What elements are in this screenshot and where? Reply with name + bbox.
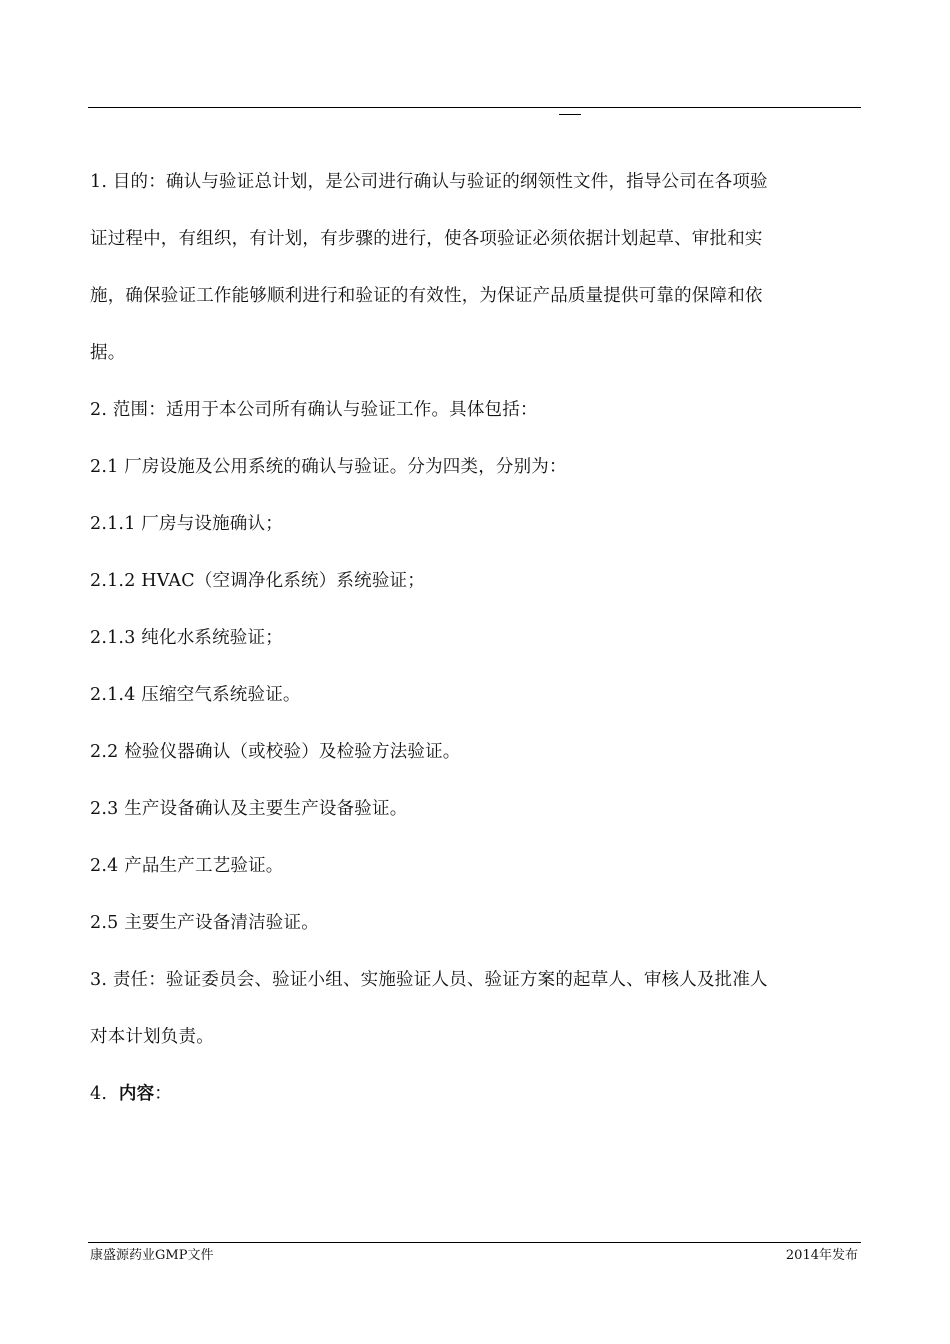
item-2-5: 2.5 主要生产设备清洁验证。 (90, 913, 319, 933)
item-2-1-3: 2.1.3 纯化水系统验证； (90, 628, 283, 648)
paragraph-1-line-2: 证过程中，有组织，有计划，有步骤的进行，使各项验证必须依据计划起草、审批和实 (90, 229, 763, 249)
section-4-title: 内容 (118, 1084, 155, 1104)
item-2-1: 2.1 厂房设施及公用系统的确认与验证。分为四类，分别为： (90, 457, 567, 477)
paragraph-1-line-3: 施，确保验证工作能够顺利进行和验证的有效性，为保证产品质量提供可靠的保障和依 (90, 286, 763, 306)
section-4-heading (90, 1082, 172, 1106)
item-2-3: 2.3 生产设备确认及主要生产设备验证。 (90, 799, 408, 819)
header-rule (88, 107, 861, 108)
item-2-1-2: 2.1.2 HVAC（空调净化系统）系统验证； (90, 571, 425, 591)
footer-company: 康盛源药业GMP文件 (90, 1248, 214, 1263)
header-mark (559, 114, 581, 115)
item-2-2: 2.2 检验仪器确认（或校验）及检验方法验证。 (90, 742, 461, 762)
item-2-1-4: 2.1.4 压缩空气系统验证。 (90, 685, 301, 705)
item-2-4: 2.4 产品生产工艺验证。 (90, 856, 284, 876)
section-3-line-1: 3. 责任：验证委员会、验证小组、实施验证人员、验证方案的起草人、审核人及批准人 (90, 970, 768, 990)
section-4-colon: ： (154, 1084, 172, 1104)
paragraph-1-line-1: 1. 目的：确认与验证总计划，是公司进行确认与验证的纲领性文件，指导公司在各项验 (90, 172, 768, 192)
footer-publish-date: 2014年发布 (785, 1248, 858, 1263)
item-2-1-1: 2.1.1 厂房与设施确认； (90, 514, 283, 534)
paragraph-1-line-4: 据。 (90, 343, 126, 363)
section-4-number: 4. (90, 1084, 108, 1104)
section-2-scope: 2. 范围：适用于本公司所有确认与验证工作。具体包括： (90, 400, 538, 420)
footer-rule (88, 1242, 861, 1243)
section-3-line-2: 对本计划负责。 (90, 1027, 214, 1047)
